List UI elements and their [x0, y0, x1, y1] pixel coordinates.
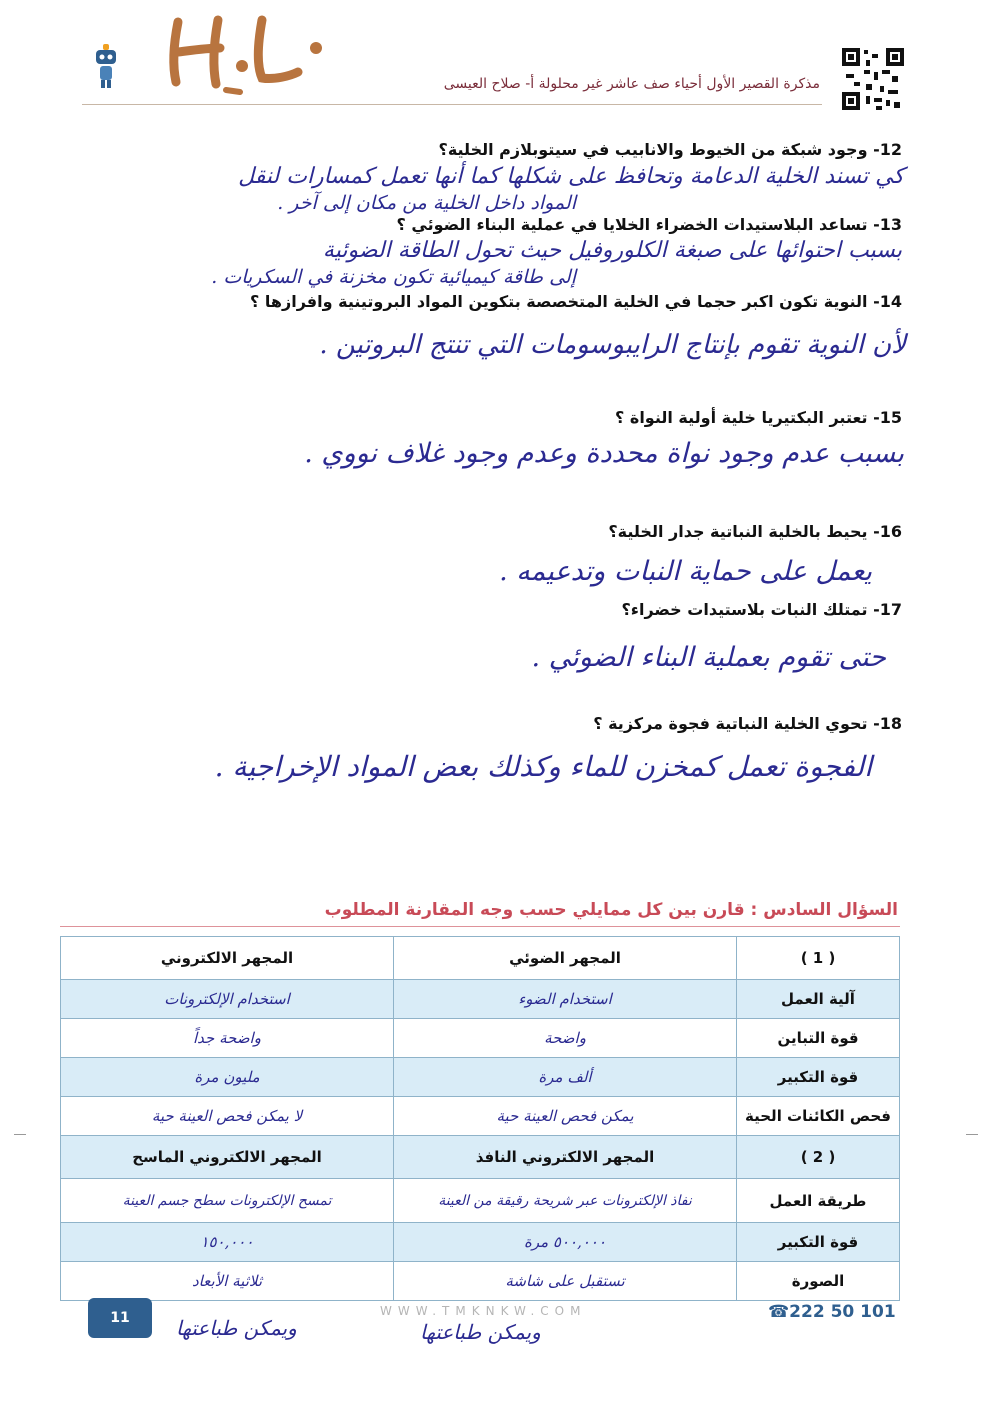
- answer-13-line-1: بسبب احتوائها على صبغة الكلوروفيل حيث تحول الطاقة الضوئية: [322, 238, 902, 263]
- qr-code-icon: [842, 48, 904, 110]
- cell-b: ثلاثية الأبعاد: [61, 1262, 394, 1301]
- table2-col-a: المجهر الالكتروني النافذ: [394, 1136, 737, 1179]
- cell-a: نفاذ الإلكترونات عبر شريحة رقيقة من العينة: [394, 1179, 737, 1223]
- answer-14: لأن النوية تقوم بإنتاج الرايبوسومات التي تنتج البروتين .: [319, 330, 906, 360]
- question-17: 17- تمتلك النبات بلاستيدات خضراء؟: [621, 600, 902, 619]
- question-12: 12- وجود شبكة من الخيوط والانابيب في سيتوبلازم الخلية؟: [438, 140, 902, 159]
- answer-18: الفجوة تعمل كمخزن للماء وكذلك بعض المواد الإخراجية .: [214, 750, 872, 783]
- table-row: [61, 1097, 900, 1136]
- hl-logo: [150, 8, 330, 96]
- cell-a: ٥٠٠,٠٠٠ مرة: [394, 1223, 737, 1262]
- cell-a: واضحة: [394, 1019, 737, 1058]
- answer-13-line-2: إلى طاقة كيميائية تكون مخزنة في السكريات .: [211, 266, 576, 288]
- question-16: 16- يحيط بالخلية النباتية جدار الخلية؟: [608, 522, 902, 541]
- header-divider: [82, 104, 822, 105]
- table1-number: ( 1 ): [737, 937, 900, 980]
- table-row: [61, 1058, 900, 1097]
- footer-handwriting-right: ويمكن طباعتها: [420, 1320, 541, 1344]
- answer-17: حتى تقوم بعملية البناء الضوئي .: [531, 642, 886, 673]
- cell-b: تمسح الإلكترونات سطح جسم العينة: [61, 1179, 394, 1223]
- section-divider: [60, 926, 900, 927]
- table1-header-row: [61, 937, 900, 980]
- cell-b: لا يمكن فحص العينة حية: [61, 1097, 394, 1136]
- margin-mark: [966, 1134, 978, 1135]
- robot-icon: [88, 42, 124, 92]
- table1-col-a: المجهر الضوئي: [394, 937, 737, 980]
- cell-b: مليون مرة: [61, 1058, 394, 1097]
- footer-website: WWW.TMKNKW.COM: [380, 1304, 587, 1318]
- row-label: طريقة العمل: [737, 1179, 900, 1223]
- section-title: السؤال السادس : قارن بين كل ممايلي حسب وجه المقارنة المطلوب: [324, 900, 898, 920]
- row-label: قوة التكبير: [737, 1058, 900, 1097]
- margin-mark: [14, 1134, 26, 1135]
- table1-col-b: المجهر الالكتروني: [61, 937, 394, 980]
- table-row: [61, 1223, 900, 1262]
- row-label: آلية العمل: [737, 980, 900, 1019]
- row-label: فحص الكائنات الحية: [737, 1097, 900, 1136]
- row-label: قوة التباين: [737, 1019, 900, 1058]
- cell-a: ألف مرة: [394, 1058, 737, 1097]
- question-15: 15- تعتبر البكتيريا خلية أولية النواة ؟: [615, 408, 902, 427]
- question-14: 14- النوية تكون اكبر حجما في الخلية المتخصصة بتكوين المواد البروتينية وافرازها ؟: [250, 292, 902, 311]
- table-row: [61, 1019, 900, 1058]
- question-18: 18- تحوي الخلية النباتية فجوة مركزية ؟: [593, 714, 902, 733]
- answer-16: يعمل على حماية النبات وتدعيمه .: [499, 556, 872, 587]
- table2-header-row: [61, 1136, 900, 1179]
- table2-col-b: المجهر الالكتروني الماسح: [61, 1136, 394, 1179]
- page-number: 11: [88, 1298, 152, 1338]
- cell-a: تستقبل على شاشة: [394, 1262, 737, 1301]
- row-label: قوة التكبير: [737, 1223, 900, 1262]
- cell-b: واضحة جداً: [61, 1019, 394, 1058]
- answer-15: بسبب عدم وجود نواة محددة وعدم وجود غلاف نووي .: [304, 438, 904, 469]
- footer-handwriting-left: ويمكن طباعتها: [176, 1316, 297, 1340]
- table-row: [61, 980, 900, 1019]
- cell-b: ١٥٠,٠٠٠: [61, 1223, 394, 1262]
- footer-phone: ☎222 50 101: [768, 1302, 896, 1322]
- header-title: مذكرة القصير الأول أحياء صف عاشر غير محلولة أ- صلاح العيسى: [443, 76, 820, 92]
- answer-12-line-2: المواد داخل الخلية من مكان إلى آخر .: [277, 192, 576, 214]
- cell-a: استخدام الضوء: [394, 980, 737, 1019]
- table-row: [61, 1179, 900, 1223]
- table-row: [61, 1262, 900, 1301]
- table2-number: ( 2 ): [737, 1136, 900, 1179]
- cell-b: استخدام الإلكترونات: [61, 980, 394, 1019]
- cell-a: يمكن فحص العينة حية: [394, 1097, 737, 1136]
- question-13: 13- تساعد البلاستيدات الخضراء الخلايا في عملية البناء الضوئي ؟: [396, 215, 902, 234]
- row-label: الصورة: [737, 1262, 900, 1301]
- comparison-table: [60, 936, 900, 1301]
- answer-12-line-1: كي تسند الخلية الدعامة وتحافظ على شكلها كما أنها تعمل كمسارات لنقل: [238, 164, 904, 189]
